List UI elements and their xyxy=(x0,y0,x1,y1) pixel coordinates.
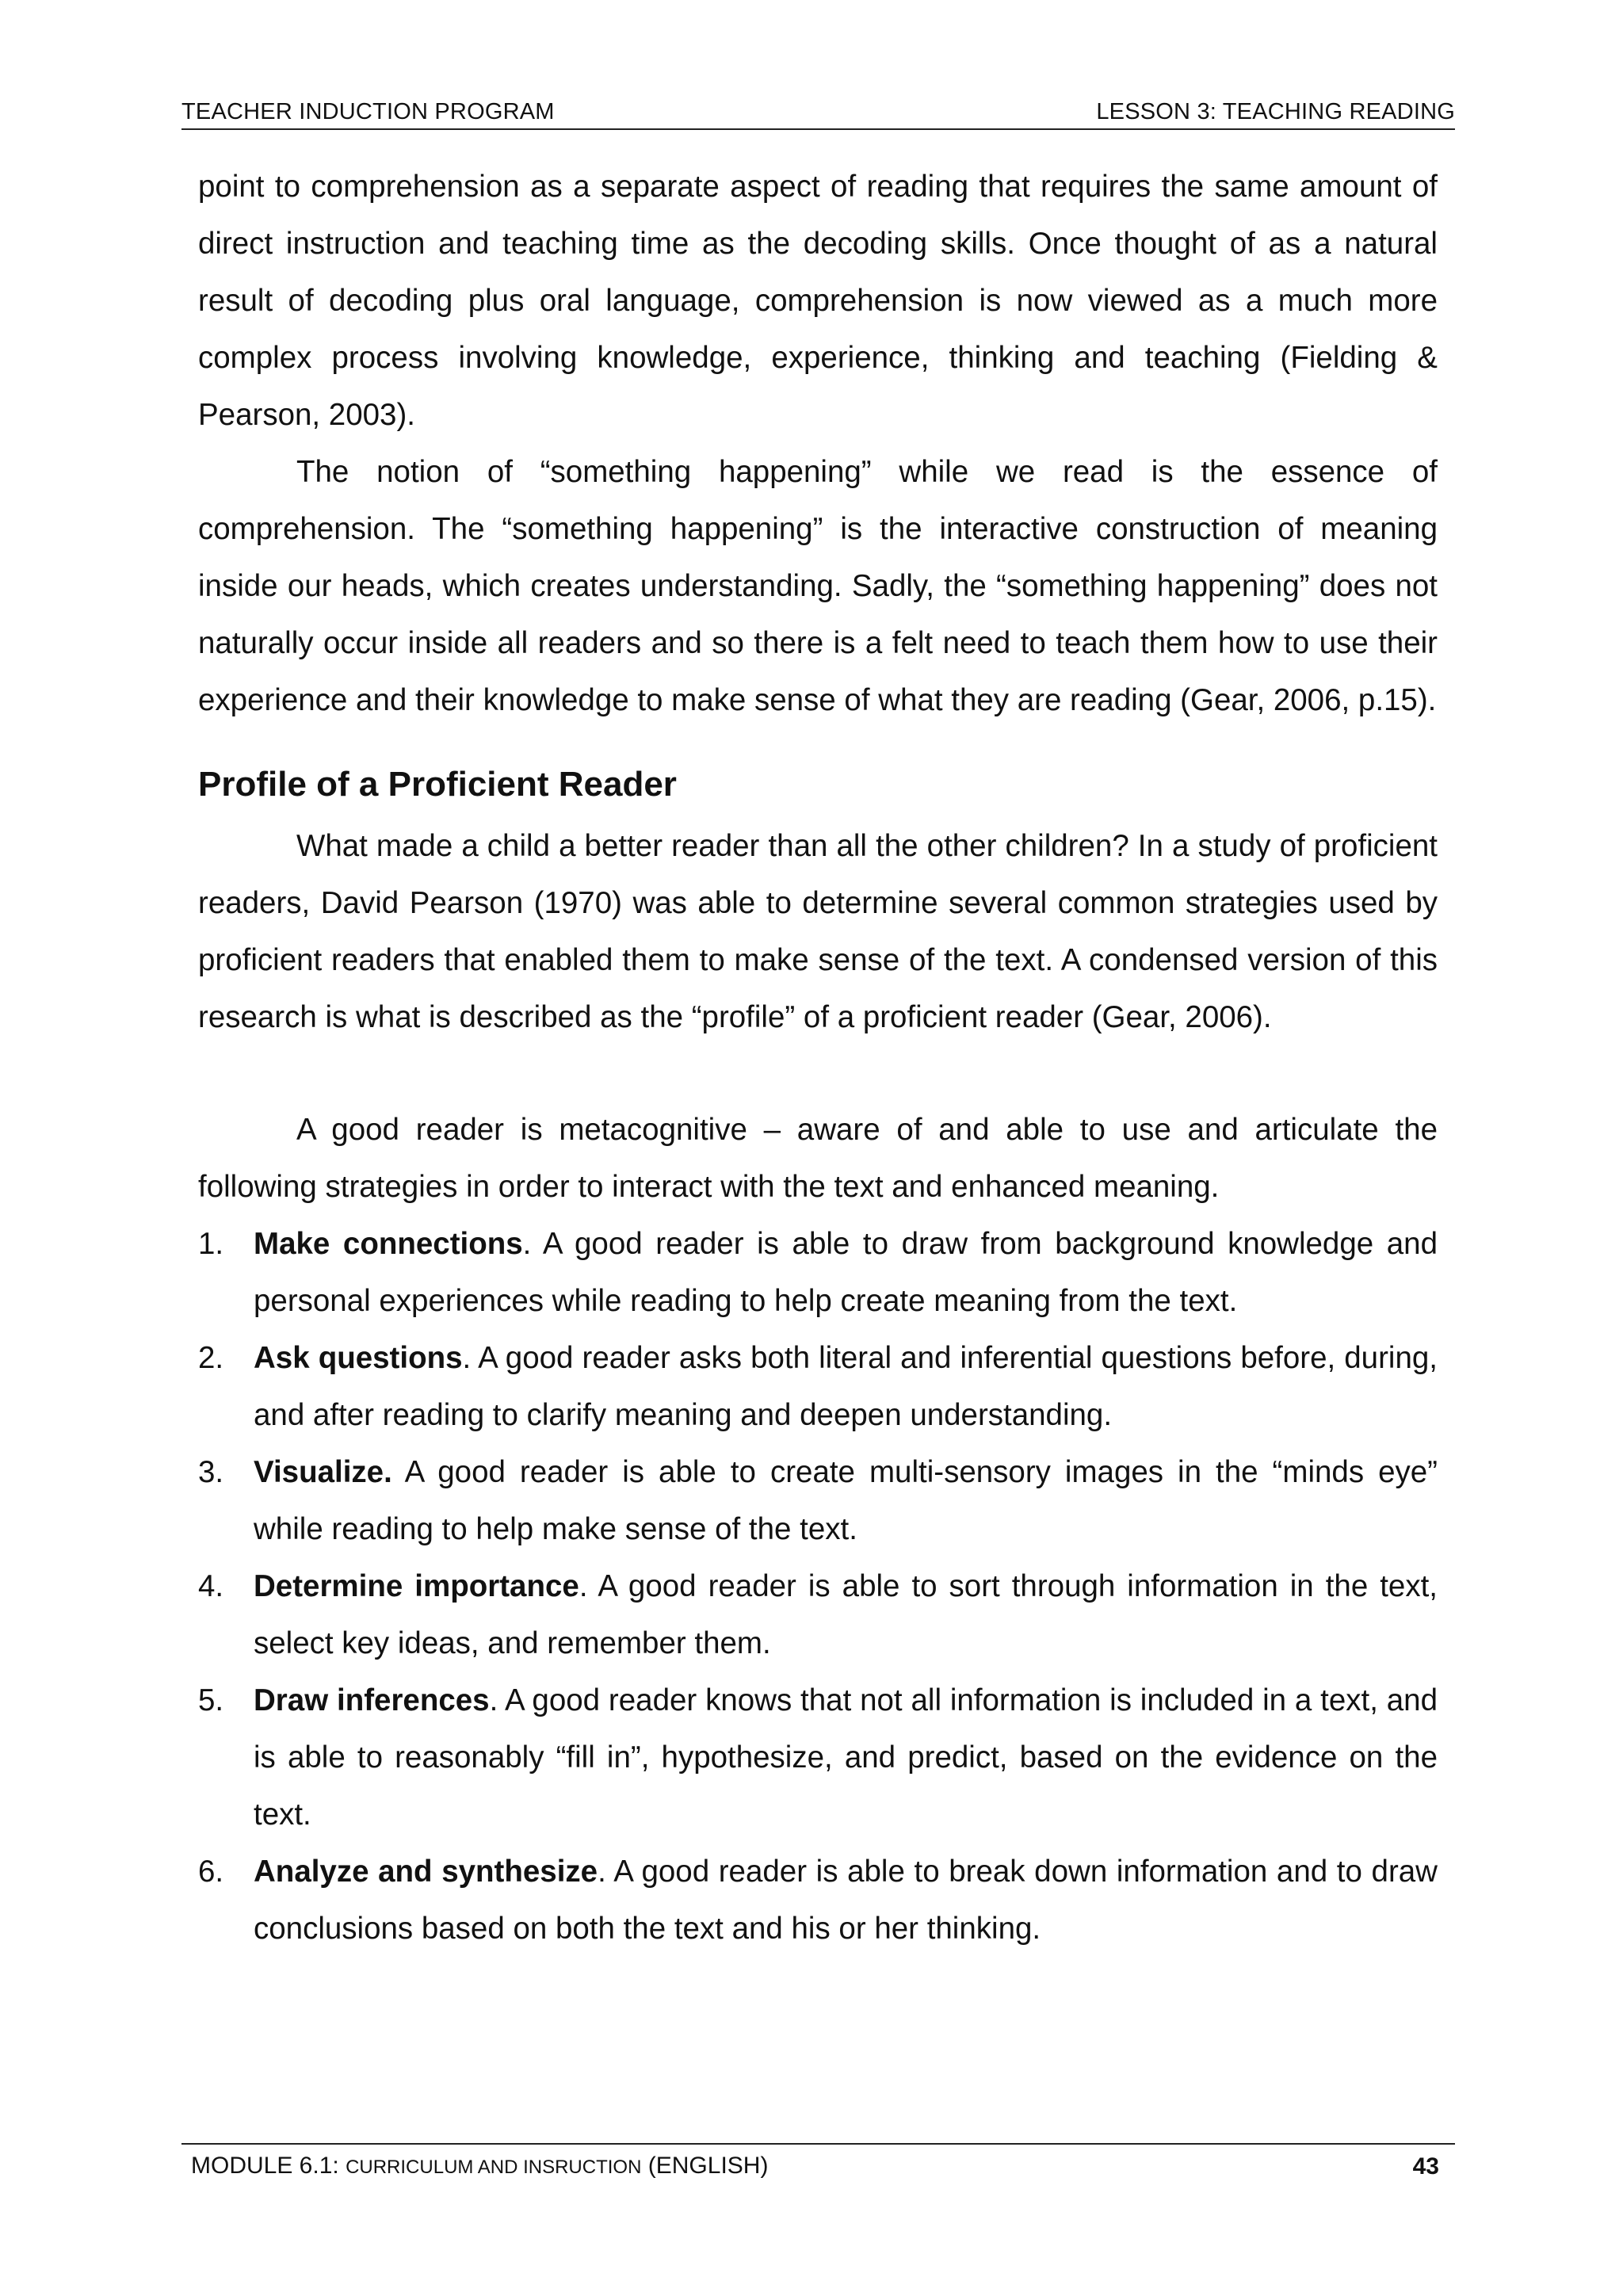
spacer xyxy=(198,1046,1438,1102)
page-number: 43 xyxy=(1412,2153,1439,2179)
list-item xyxy=(198,1558,1438,1672)
header-lesson: LESSON 3: TEACHING READING xyxy=(1096,99,1455,124)
strategy-description: A good reader is able to create multi-sensory images in the “minds eye” while reading to help make sense of the text. xyxy=(254,1455,1438,1546)
paragraph: The notion of “something happening” while we read is the essence of comprehension. The “something happening” is the interactive construction of meaning inside our heads, which creates understanding. Sadly, the “something happening” does not naturally occur inside all readers and so there is a felt need to teach them how to use their experience and their knowledge to make sense of what they are reading (Gear, 2006, p.15). xyxy=(198,455,1438,717)
list-number: 1. xyxy=(198,1227,224,1261)
strategy-description: . A good reader is able to break down information and to draw conclusions based on both the text and his or her thinking. xyxy=(254,1855,1438,1946)
strategy-description: . A good reader is able to draw from background knowledge and personal experiences while reading to help create meaning from the text. xyxy=(254,1227,1438,1318)
list-number: 6. xyxy=(198,1855,224,1889)
footer-subject: (ENGLISH) xyxy=(641,2153,769,2179)
page-footer xyxy=(181,2143,1455,2186)
list-number: 5. xyxy=(198,1683,224,1717)
list-text xyxy=(254,1330,1438,1444)
strategy-list xyxy=(198,1216,1438,1958)
section-lead: A good reader is metacognitive – aware of and able to use and articulate the following strategies in order to interact with the text and enhanced meaning. xyxy=(198,1113,1438,1204)
list-text xyxy=(254,1444,1438,1558)
list-number: 2. xyxy=(198,1341,224,1375)
list-text xyxy=(254,1558,1438,1672)
page-content xyxy=(198,159,1438,1958)
footer-module xyxy=(191,2148,768,2186)
footer-course: CURRICULUM AND INSRUCTION xyxy=(346,2157,642,2178)
strategy-term: Analyze and synthesize xyxy=(254,1855,598,1889)
paragraph: point to comprehension as a separate aspect of reading that requires the same amount of direct instruction and teaching time as the decoding skills. Once thought of as a natural result of decoding plus oral language, comprehension is now viewed as a much more complex process involving knowledge, experience, thinking and teaching (Fielding & Pearson, 2003). xyxy=(198,170,1438,432)
strategy-description: . A good reader is able to sort through information in the text, select key ideas, and remember them. xyxy=(254,1569,1438,1660)
list-item xyxy=(198,1444,1438,1558)
list-text xyxy=(254,1843,1438,1958)
strategy-term: Visualize. xyxy=(254,1455,392,1489)
header-program: TEACHER INDUCTION PROGRAM xyxy=(181,99,555,124)
list-item xyxy=(198,1330,1438,1444)
page-header xyxy=(181,94,1455,130)
footer-module-label: MODULE 6.1: xyxy=(191,2153,346,2179)
list-item xyxy=(198,1672,1438,1843)
list-text xyxy=(254,1216,1438,1330)
section-intro: What made a child a better reader than all the other children? In a study of proficient readers, David Pearson (1970) was able to determine several common strategies used by proficient readers that enabled them to make sense of the text. A condensed version of this research is what is described as the “profile” of a proficient reader (Gear, 2006). xyxy=(198,829,1438,1034)
section-title: Profile of a Proficient Reader xyxy=(198,765,677,804)
list-item xyxy=(198,1216,1438,1330)
strategy-term: Make connections xyxy=(254,1227,523,1261)
strategy-term: Determine importance xyxy=(254,1569,579,1603)
strategy-description: . A good reader asks both literal and inferential questions before, during, and after reading to clarify meaning and deepen understanding. xyxy=(254,1341,1438,1432)
list-item xyxy=(198,1843,1438,1958)
list-text xyxy=(254,1672,1438,1843)
strategy-term: Ask questions xyxy=(254,1341,463,1375)
strategy-description: . A good reader knows that not all information is included in a text, and is able to reasonably “fill in”, hypothesize, and predict, based on the evidence on the text. xyxy=(254,1683,1438,1832)
list-number: 4. xyxy=(198,1569,224,1603)
strategy-term: Draw inferences xyxy=(254,1683,490,1717)
list-number: 3. xyxy=(198,1455,224,1489)
